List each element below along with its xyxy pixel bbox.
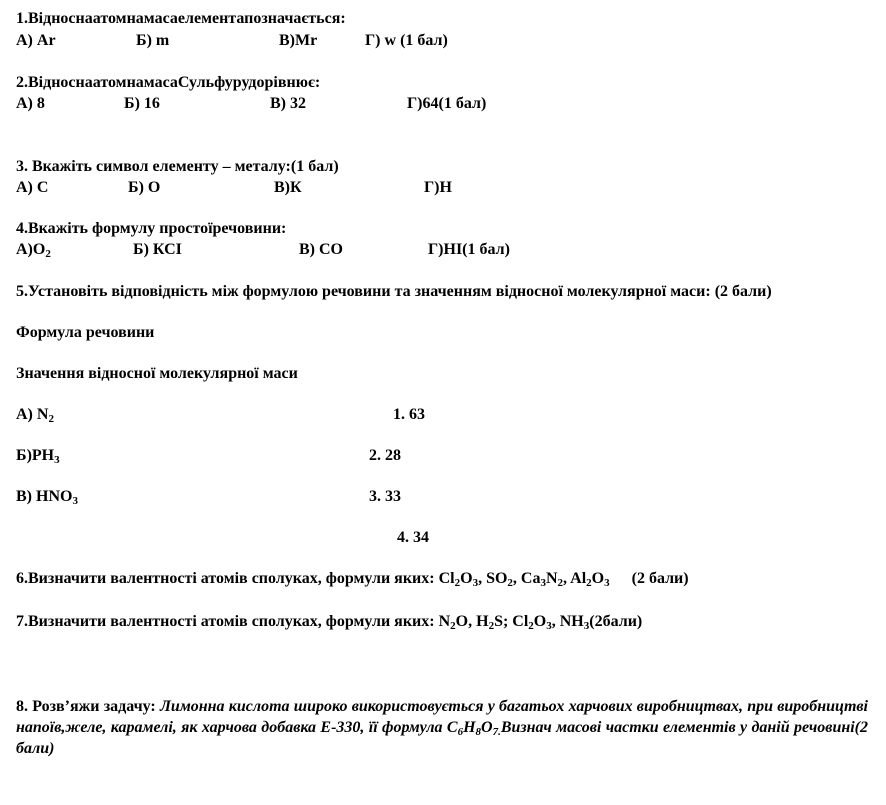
q4-option-b: Б) КСІ: [133, 241, 182, 258]
q5-column-formula-header: Формула речовини: [16, 324, 155, 341]
q5-left-item: В) $HNO_3$: [16, 488, 78, 507]
q3-option-c: В)К: [274, 179, 302, 196]
q3-title: 3. Вкажіть символ елементу – металу:(1 бал): [16, 158, 339, 175]
q1-option-b: Б) m: [136, 32, 170, 49]
q2-option-c: В) 32: [270, 95, 306, 112]
q4-option-c: В) СО: [299, 241, 343, 258]
q4-option-a: $А)O_2$: [16, 241, 51, 260]
q8-label: 8. Розв’яжи задачу:: [16, 698, 156, 715]
q3-option-d: Г)Н: [424, 179, 452, 196]
q5-right-item: 3. 33: [369, 488, 401, 505]
q5-right-item: 2. 28: [369, 447, 401, 464]
q4-title: 4.Вкажіть формулу простоїречовини:: [16, 220, 287, 237]
q2-option-a: А) 8: [16, 95, 45, 112]
q2-title: 2.ВідноснаатомнамасаСульфурудорівнює:: [16, 74, 321, 91]
q3-option-b: Б) О: [128, 179, 161, 196]
q1-option-c: В)Mr: [279, 32, 318, 49]
q6-text: 6.Визначити валентності атомів сполуках, формули яких: $Cl_2O_3$, $SO_2$, $Ca_3N_2$, $Al_2O_3$ (2 бали): [16, 570, 689, 589]
q2-option-d: Г)64(1 бал): [407, 95, 487, 112]
q5-left-item: А) $N_2$: [16, 406, 54, 425]
q2-option-b: Б) 16: [124, 95, 160, 112]
q5-left-item: $Б)PH_3$: [16, 447, 60, 466]
q8-text: 8. Розв’яжи задачу: Лимонна кислота широко використовується у багатьох харчових виробництвах, при виробництві напоїв,желе, карамелі, як харчова добавка Е-330, її формула $С_6Н_8О_{7.}Визнач$ масові частки елементів у даній речовині(2 бали): [16, 698, 869, 757]
q5-right-item: 4. 34: [397, 529, 429, 546]
q5-right-item: 1. 63: [393, 406, 425, 423]
q5-title: 5.Установіть відповідність між формулою речовини та значенням відносної молекулярної маси: (2 бали): [16, 283, 772, 300]
q1-option-a: А) Ar: [16, 32, 56, 49]
q1-title: 1.Відноснаатомнамасаелементапозначається:: [16, 10, 346, 27]
q7-text: 7.Визначити валентності атомів сполуках, формули яких: $N_2O$, $H_2S$; $Cl_2O_3$, $NH_3(2бали)$: [16, 613, 643, 632]
q5-column-mass-header: Значення відносної молекулярної маси: [16, 365, 298, 382]
q3-option-a: А) С: [16, 179, 49, 196]
q4-option-d: Г)НІ(1 бал): [428, 241, 510, 258]
q1-option-d: Г) w (1 бал): [365, 32, 448, 49]
